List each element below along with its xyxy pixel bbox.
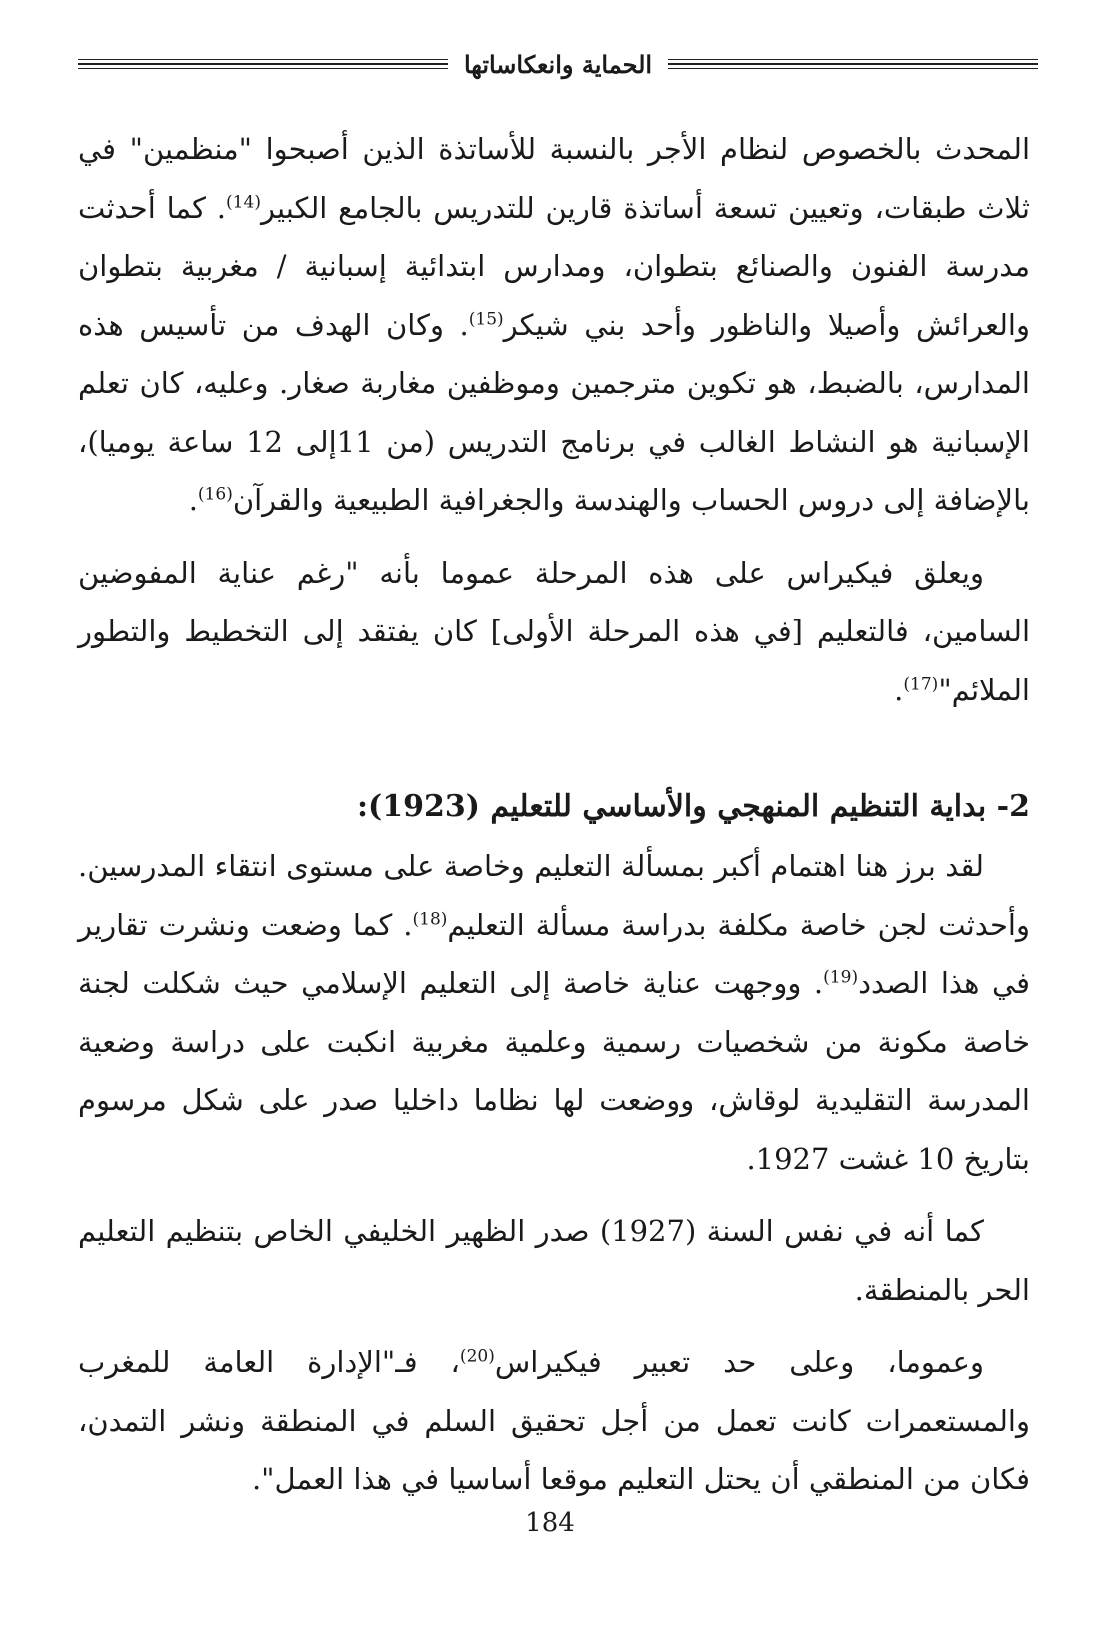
footnote-marker: (19) (823, 967, 859, 988)
paragraph-text: لقد برز هنا اهتمام أكبر بمسألة التعليم وخاصة على مستوى انتقاء المدرسين. وأحدثت لجن خاصة مكلفة بدراسة مسألة التعليم (78, 849, 1030, 942)
paragraph-text: المحدث بالخصوص لنظام الأجر بالنسبة للأساتذة الذين أصبحوا "منظمين" في ثلاث طبقات، وتعيين تسعة أساتذة قارين للتدريس بالجامع الكبير (78, 132, 1030, 225)
paragraph-text: . كما أحدثت مدرسة الفنون والصنائع بتطوان، ومدارس ابتدائية إسبانية / مغربية بتطوان والعرائش وأصيلا والناظور وأحد بني شيكر (78, 190, 1030, 342)
running-header-title: الحماية وانعكاساتها (463, 49, 653, 79)
section-paragraphs (78, 837, 1030, 1509)
body-text (78, 120, 1030, 1523)
paragraph (78, 1333, 1030, 1509)
footnote-marker: (17) (903, 673, 939, 694)
paragraph-text: . ووجهت عناية خاصة إلى التعليم الإسلامي حيث شكلت لجنة خاصة مكونة من شخصيات رسمية وعلمية مغربية انكبت على دراسة وضعية المدرسة التقليدية لوقاش، ووضعت لها نظاما داخليا صدر على شكل مرسوم بتاريخ 10 غشت 1927. (78, 966, 1030, 1176)
paragraph-text: . وكان الهدف من تأسيس هذه المدارس، بالضبط، هو تكوين مترجمين وموظفين مغاربة صغار. وعليه، كان تعلم الإسبانية هو النشاط الغالب في برنامج التدريس (من 11إلى 12 ساعة يوميا)، بالإضافة إلى دروس الحساب والهندسة والجغرافية الطبيعية والقرآن (78, 307, 1030, 517)
header-rule-left (78, 59, 448, 69)
footnote-marker: (14) (226, 191, 261, 212)
page-number: 184 (525, 1508, 575, 1538)
paragraph-text: . (188, 483, 198, 517)
paragraph-text: ، فـ"الإدارة العامة للمغرب والمستعمرات كانت تعمل من أجل تحقيق السلم في المنطقة ونشر التمدن، فكان من المنطقي أن يحتل التعليم موقعا أساسيا في هذا العمل". (78, 1345, 1030, 1496)
paragraph-text: كما أنه في نفس السنة (1927) صدر الظهير الخليفي الخاص بتنظيم التعليم الحر بالمنطقة. (78, 1214, 1030, 1307)
section-heading: 2- بداية التنظيم المنهجي والأساسي للتعليم (1923): (356, 789, 1030, 824)
paragraph-text: وعموما، وعلى حد تعبير فيكيراس (494, 1345, 984, 1379)
paragraph-text: . (894, 672, 904, 707)
header-rule-right (668, 59, 1038, 69)
footnote-marker: (20) (459, 1346, 495, 1367)
paragraph (78, 837, 1030, 1188)
paragraph (78, 1202, 1030, 1319)
footnote-marker: (15) (468, 308, 504, 329)
paragraph (78, 120, 1030, 530)
intro-paragraphs (78, 120, 1030, 719)
paragraph (78, 544, 1030, 720)
footnote-marker: (18) (412, 908, 448, 929)
footnote-marker: (16) (197, 484, 233, 505)
paragraph-text: . كما وضعت ونشرت تقارير في هذا الصدد (78, 907, 1030, 1000)
running-header (78, 44, 1038, 84)
paragraph-text: ويعلق فيكيراس على هذه المرحلة عموما بأنه "رغم عناية المفوضين السامين، فالتعليم [في هذه المرحلة الأولى] كان يفتقد إلى التخطيط والتطور الملائم" (78, 555, 1030, 707)
